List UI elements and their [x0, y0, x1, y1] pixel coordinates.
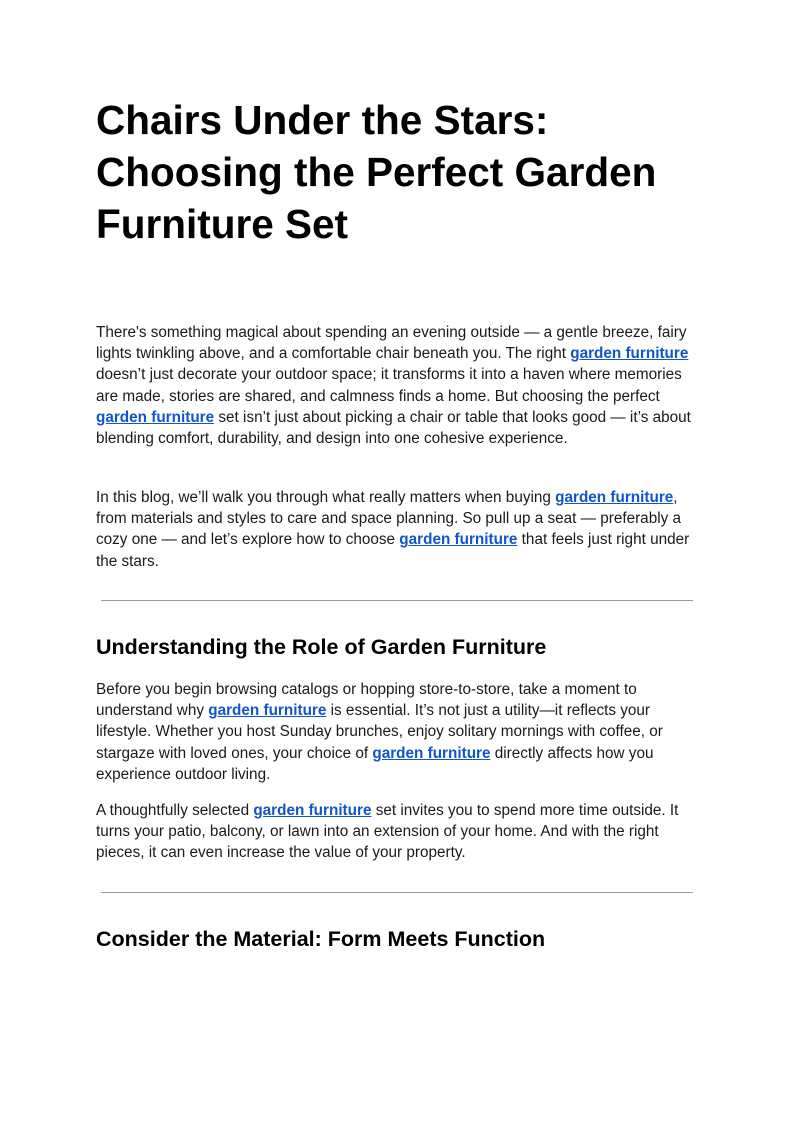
garden-furniture-link[interactable]: garden furniture — [570, 345, 689, 363]
role-paragraph-2 — [96, 800, 702, 864]
intro-p1-text-c: set isn’t just about picking a chair or table that looks good — it’s about blending comfort, durability, and design into one cohesive experience. — [96, 408, 691, 448]
role-p1-text-a: Before you begin browsing catalogs or hopping store-to-store, take a moment to understand why — [96, 681, 637, 720]
garden-furniture-link[interactable]: garden furniture — [555, 489, 674, 506]
garden-furniture-link[interactable]: garden furniture — [372, 744, 491, 762]
role-paragraph-1 — [96, 679, 702, 785]
intro-p1-text-b: doesn’t just decorate your outdoor space; it transforms it into a haven where memories are made, stories are shared, and calmness finds a home. But choosing the perfect — [96, 366, 682, 405]
intro-p2-text-c: that feels just right under the stars. — [96, 531, 690, 570]
garden-furniture-link[interactable]: garden furniture — [96, 408, 215, 426]
section-divider — [101, 892, 693, 893]
intro-paragraph-1 — [96, 322, 702, 449]
role-p1-text-c: directly affects how you experience outdoor living. — [96, 744, 654, 783]
garden-furniture-link[interactable]: garden furniture — [208, 702, 327, 720]
intro-paragraph-2 — [96, 487, 702, 572]
section-divider — [101, 600, 693, 601]
intro-p2-text-a: In this blog, we’ll walk you through what really matters when buying — [96, 489, 556, 506]
intro-p2-text-b: , from materials and styles to care and space planning. So pull up a seat — preferably a cozy one — and let’s explore how to choose — [96, 489, 682, 549]
role-p2-text-a: A thoughtfully selected — [96, 802, 254, 819]
page-title: Chairs Under the Stars: Choosing the Perfect Garden Furniture Set — [96, 97, 657, 247]
garden-furniture-link[interactable]: garden furniture — [399, 531, 518, 549]
role-p2-text-b: set invites you to spend more time outside. It turns your patio, balcony, or lawn into an extension of your home. And with the right pieces, it can even increase the value of your property. — [96, 802, 679, 862]
section-heading-material: Consider the Material: Form Meets Function — [96, 927, 546, 951]
intro-p1-text-a: There's something magical about spending an evening outside — a gentle breeze, fairy lights twinkling above, and a comfortable chair beneath you. The right — [96, 324, 687, 363]
garden-furniture-link[interactable]: garden furniture — [253, 802, 372, 819]
section-heading-role: Understanding the Role of Garden Furniture — [96, 635, 547, 659]
role-p1-text-b: is essential. It’s not just a utility—it reflects your lifestyle. Whether you host Sunday brunches, enjoy solitary mornings with coffee, or stargaze with loved ones, your choice of — [96, 702, 663, 762]
